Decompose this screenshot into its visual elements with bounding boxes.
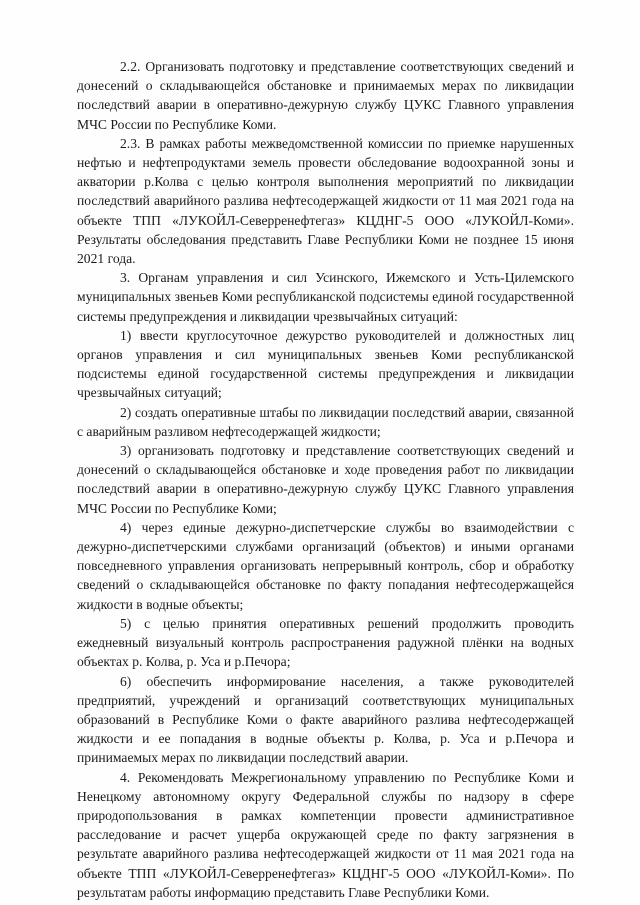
paragraph-3: 3. Органам управления и сил Усинского, Ижемского и Усть-Цилемского муниципальных звеньев Коми республиканской подсистемы единой государственной системы предупреждения и ликвидации чрезвычайных ситуаций: — [77, 270, 574, 324]
list-item-3-6: 6) обеспечить информирование населения, а также руководителей предприятий, учреждений и организаций соответствующих муниципальных образований в Республике Коми о факте аварийного разлива нефтесодержащей жидкости и ее попадания в водные объекты р. Колва, р. Уса и р.Печора и принимаемых мерах по ликвидации последствий аварии. — [77, 673, 574, 766]
paragraph-2-3: 2.3. В рамках работы межведомственной комиссии по приемке нарушенных нефтью и нефтепродуктами земель провести обследование водоохранной зоны и акватории р.Колва с целью контроля выполнения мероприятий по ликвидации последствий аварийного разлива нефтесодержащей жидкости от 11 мая 2021 года на объекте ТПП «ЛУКОЙЛ-Северренефтегаз» КЦДНГ-5 ООО «ЛУКОЙЛ-Коми». Результаты обследования представить Главе Республики Коми не позднее 15 июня 2021 года. — [77, 135, 574, 267]
list-item-3-2: 2) создать оперативные штабы по ликвидации последствий аварии, связанной с аварийным разливом нефтесодержащей жидкости; — [77, 404, 574, 439]
paragraph-2-2: 2.2. Организовать подготовку и представление соответствующих сведений и донесений о складывающейся обстановке и принимаемых мерах по ликвидации последствий аварии в оперативно-дежурную службу ЦУКС Главного управления МЧС России по Республике Коми. — [77, 59, 574, 132]
paragraph-4: 4. Рекомендовать Межрегиональному управлению по Республике Коми и Ненецкому автономному округу Федеральной службы по надзору в сфере природопользования в рамках компетенции провести административное расследование и расчет ущерба окружающей среде по факту загрязнения в результате аварийного разлива нефтесодержащей жидкости от 11 мая 2021 года на объекте ТПП «ЛУКОЙЛ-Северренефтегаз» КЦДНГ-5 ООО «ЛУКОЙЛ-Коми». По результатам работы информацию представить Главе Республики Коми. — [77, 769, 574, 900]
list-item-3-1: 1) ввести круглосуточное дежурство руководителей и должностных лиц органов управления и сил муниципальных звеньев Коми республиканской подсистемы единой государственной системы предупреждения и ликвидации чрезвычайных ситуаций; — [77, 327, 574, 401]
list-item-3-4: 4) через единые дежурно-диспетчерские службы во взаимодействии с дежурно-диспетчерскими службами организаций (объектов) и иными органами повседневного управления организовать непрерывный контроль, сбор и обработку сведений о складывающейся обстановке по факту попадания нефтесодержащейся жидкости в водные объекты; — [77, 519, 574, 612]
list-item-3-5: 5) с целью принятия оперативных решений продолжить проводить ежедневный визуальный контроль распространения радужной плёнки на водных объектах р. Колва, р. Уса и р.Печора; — [77, 615, 574, 670]
list-item-3-3: 3) организовать подготовку и представление соответствующих сведений и донесений о складывающейся обстановке и ходе проведения работ по ликвидации последствий аварии в оперативно-дежурную службу ЦУКС Главного управления МЧС России по Республике Коми; — [77, 443, 574, 516]
